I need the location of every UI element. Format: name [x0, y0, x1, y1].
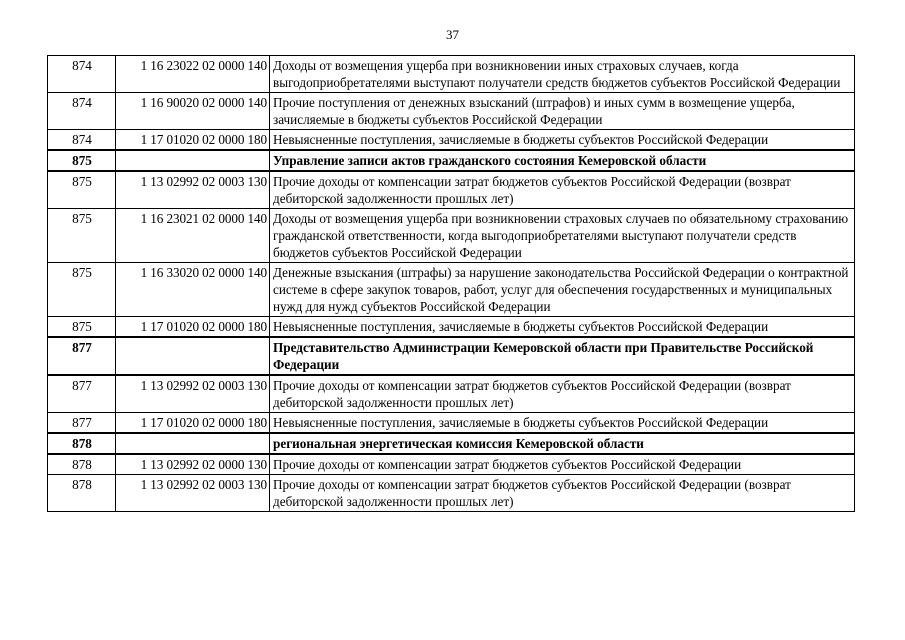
table-row [48, 454, 855, 475]
revenue-code-cell: 1 17 01020 02 0000 180 [116, 317, 270, 338]
table-row [48, 475, 855, 512]
revenue-codes-table [47, 55, 855, 512]
admin-code-cell: 875 [48, 171, 116, 209]
table-row [48, 263, 855, 317]
revenue-name-cell: Прочие доходы от компенсации затрат бюджетов субъектов Российской Федерации (возврат дебиторской задолженности прошлых лет) [270, 475, 855, 512]
revenue-name-cell: Прочие доходы от компенсации затрат бюджетов субъектов Российской Федерации (возврат дебиторской задолженности прошлых лет) [270, 375, 855, 413]
revenue-code-cell: 1 16 23022 02 0000 140 [116, 56, 270, 93]
admin-code-cell: 875 [48, 209, 116, 263]
revenue-code-cell: 1 13 02992 02 0003 130 [116, 171, 270, 209]
table-row [48, 171, 855, 209]
table-row-header [48, 433, 855, 454]
admin-code-cell: 878 [48, 475, 116, 512]
admin-code-cell: 878 [48, 433, 116, 454]
admin-code-cell: 877 [48, 375, 116, 413]
revenue-name-cell: Денежные взыскания (штрафы) за нарушение законодательства Российской Федерации о контрактной системе в сфере закупок товаров, работ, услуг для обеспечения государственных и муниципальных нужд для нужд субъектов Российской Федерации [270, 263, 855, 317]
table-row-header [48, 337, 855, 375]
revenue-code-cell [116, 337, 270, 375]
revenue-name-cell: Прочие доходы от компенсации затрат бюджетов субъектов Российской Федерации [270, 454, 855, 475]
admin-code-cell: 875 [48, 263, 116, 317]
table-row [48, 413, 855, 434]
revenue-code-cell: 1 17 01020 02 0000 180 [116, 413, 270, 434]
admin-code-cell: 877 [48, 337, 116, 375]
revenue-name-cell: Доходы от возмещения ущерба при возникновении страховых случаев по обязательному страхованию гражданской ответственности, когда выгодоприобретателями выступают получатели средств бюджетов субъектов Российской Федерации [270, 209, 855, 263]
table-row [48, 93, 855, 130]
table-row-header [48, 150, 855, 171]
revenue-name-cell: Невыясненные поступления, зачисляемые в бюджеты субъектов Российской Федерации [270, 317, 855, 338]
admin-code-cell: 874 [48, 130, 116, 151]
table-row [48, 56, 855, 93]
revenue-name-cell: Представительство Администрации Кемеровской области при Правительстве Российской Федерации [270, 337, 855, 375]
revenue-code-cell: 1 13 02992 02 0000 130 [116, 454, 270, 475]
revenue-name-cell: Невыясненные поступления, зачисляемые в бюджеты субъектов Российской Федерации [270, 413, 855, 434]
admin-code-cell: 875 [48, 150, 116, 171]
revenue-code-cell: 1 16 33020 02 0000 140 [116, 263, 270, 317]
admin-code-cell: 874 [48, 93, 116, 130]
revenue-code-cell: 1 13 02992 02 0003 130 [116, 475, 270, 512]
table-row [48, 209, 855, 263]
page-number: 37 [446, 27, 459, 42]
revenue-name-cell: Управление записи актов гражданского состояния Кемеровской области [270, 150, 855, 171]
table-row [48, 130, 855, 151]
revenue-name-cell: Прочие поступления от денежных взысканий (штрафов) и иных сумм в возмещение ущерба, зачисляемые в бюджеты субъектов Российской Федерации [270, 93, 855, 130]
admin-code-cell: 878 [48, 454, 116, 475]
revenue-code-cell: 1 16 90020 02 0000 140 [116, 93, 270, 130]
table-body [48, 56, 855, 512]
revenue-name-cell: региональная энергетическая комиссия Кемеровской области [270, 433, 855, 454]
revenue-name-cell: Невыясненные поступления, зачисляемые в бюджеты субъектов Российской Федерации [270, 130, 855, 151]
admin-code-cell: 874 [48, 56, 116, 93]
revenue-name-cell: Доходы от возмещения ущерба при возникновении иных страховых случаев, когда выгодоприобретателями выступают получатели средств бюджетов субъектов Российской Федерации [270, 56, 855, 93]
table-row [48, 317, 855, 338]
revenue-name-cell: Прочие доходы от компенсации затрат бюджетов субъектов Российской Федерации (возврат дебиторской задолженности прошлых лет) [270, 171, 855, 209]
revenue-code-cell [116, 150, 270, 171]
admin-code-cell: 875 [48, 317, 116, 338]
table-row [48, 375, 855, 413]
revenue-code-cell: 1 13 02992 02 0003 130 [116, 375, 270, 413]
revenue-code-cell: 1 16 23021 02 0000 140 [116, 209, 270, 263]
revenue-code-cell [116, 433, 270, 454]
revenue-code-cell: 1 17 01020 02 0000 180 [116, 130, 270, 151]
admin-code-cell: 877 [48, 413, 116, 434]
